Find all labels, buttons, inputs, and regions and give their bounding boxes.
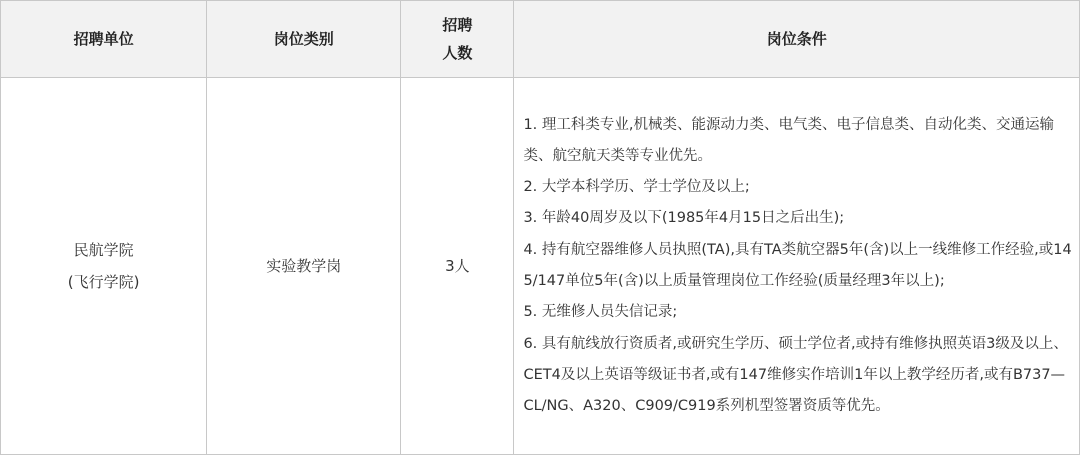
condition-item: 5. 无维修人员失信记录;	[523, 304, 678, 321]
header-row	[1, 1, 1080, 78]
header-count-line1: 招聘	[442, 16, 473, 34]
cell-category: 实验教学岗	[207, 78, 401, 455]
condition-item: 6. 具有航线放行资质者,或研究生学历、硕士学位者,或持有维修执照英语3级及以上、CET4及以上英语等级证书者,或有147维修实作培训1年以上教学经历者,或有B737—CL/NG、A320、C909/C919系列机型签署资质等优先。	[523, 335, 1068, 415]
condition-item: 1. 理工科类专业,机械类、能源动力类、电气类、电子信息类、自动化类、交通运输类、航空航天类等专业优先。	[523, 116, 1055, 164]
unit-subname: (飞行学院)	[67, 273, 140, 291]
cell-conditions	[514, 78, 1080, 455]
condition-item: 4. 持有航空器维修人员执照(TA),具有TA类航空器5年(含)以上一线维修工作经验,或145/147单位5年(含)以上质量管理岗位工作经验(质量经理3年以上);	[523, 241, 1072, 289]
condition-item: 3. 年龄40周岁及以下(1985年4月15日之后出生);	[523, 210, 845, 227]
header-category: 岗位类别	[207, 1, 401, 78]
header-unit: 招聘单位	[1, 1, 207, 78]
header-count	[401, 1, 514, 78]
cell-unit	[1, 78, 207, 455]
cell-count: 3人	[401, 78, 514, 455]
unit-name: 民航学院	[73, 241, 134, 259]
header-conditions: 岗位条件	[514, 1, 1080, 78]
condition-item: 2. 大学本科学历、学士学位及以上;	[523, 179, 750, 196]
header-count-line2: 人数	[442, 44, 473, 62]
table-row	[1, 78, 1080, 455]
